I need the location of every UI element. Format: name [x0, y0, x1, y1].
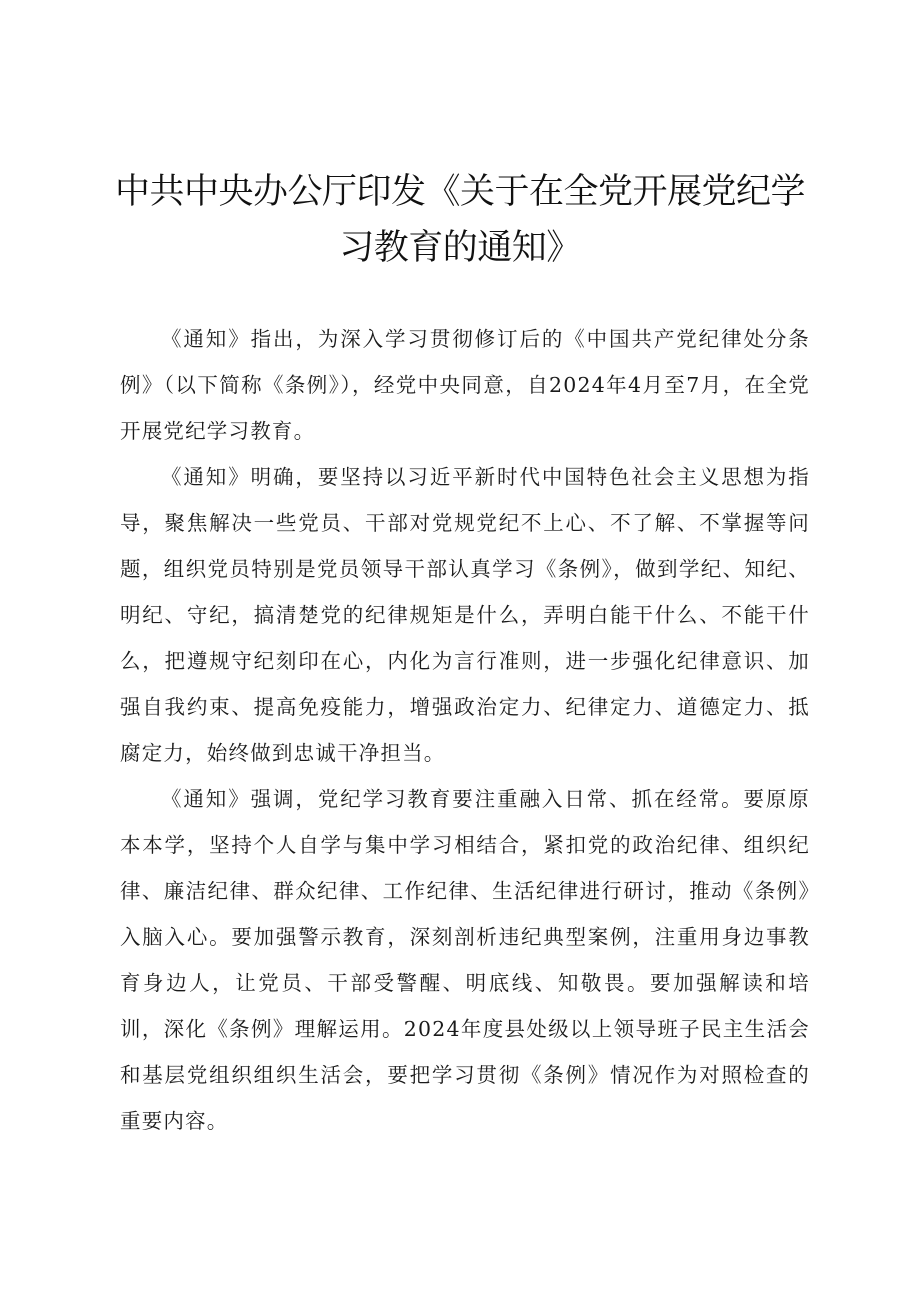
document-title: 中共中央办公厅印发《关于在全党开展党纪学习教育的通知》 [114, 172, 805, 268]
paragraph-3: 《通知》强调，党纪学习教育要注重融入日常、抓在经常。要原原本本学，坚持个人自学与集中学习相结合，紧扣党的政治纪律、组织纪律、廉洁纪律、群众纪律、工作纪律、生活纪律进行研讨，推动《条例》入脑入心。要加强警示教育，深刻剖析违纪典型案例，注重用身边事教育身边人，让党员、干部受警醒、明底线、知敬畏。要加强解读和培训，深化《条例》理解运用。2024年度县处级以上领导班子民主生活会和基层党组织组织生活会，要把学习贯彻《条例》情况作为对照检查的重要内容。 [120, 787, 810, 1133]
document-body [120, 316, 810, 1144]
paragraph-2: 《通知》明确，要坚持以习近平新时代中国特色社会主义思想为指导，聚焦解决一些党员、干部对党规党纪不上心、不了解、不掌握等问题，组织党员特别是党员领导干部认真学习《条例》，做到学纪、知纪、明纪、守纪，搞清楚党的纪律规矩是什么，弄明白能干什么、不能干什么，把遵规守纪刻印在心，内化为言行准则，进一步强化纪律意识、加强自我约束、提高免疫能力，增强政治定力、纪律定力、道德定力、抵腐定力，始终做到忠诚干净担当。 [120, 465, 810, 765]
paragraph-1: 《通知》指出，为深入学习贯彻修订后的《中国共产党纪律处分条例》（以下简称《条例》），经党中央同意，自2024年4月至7月，在全党开展党纪学习教育。 [120, 327, 810, 443]
